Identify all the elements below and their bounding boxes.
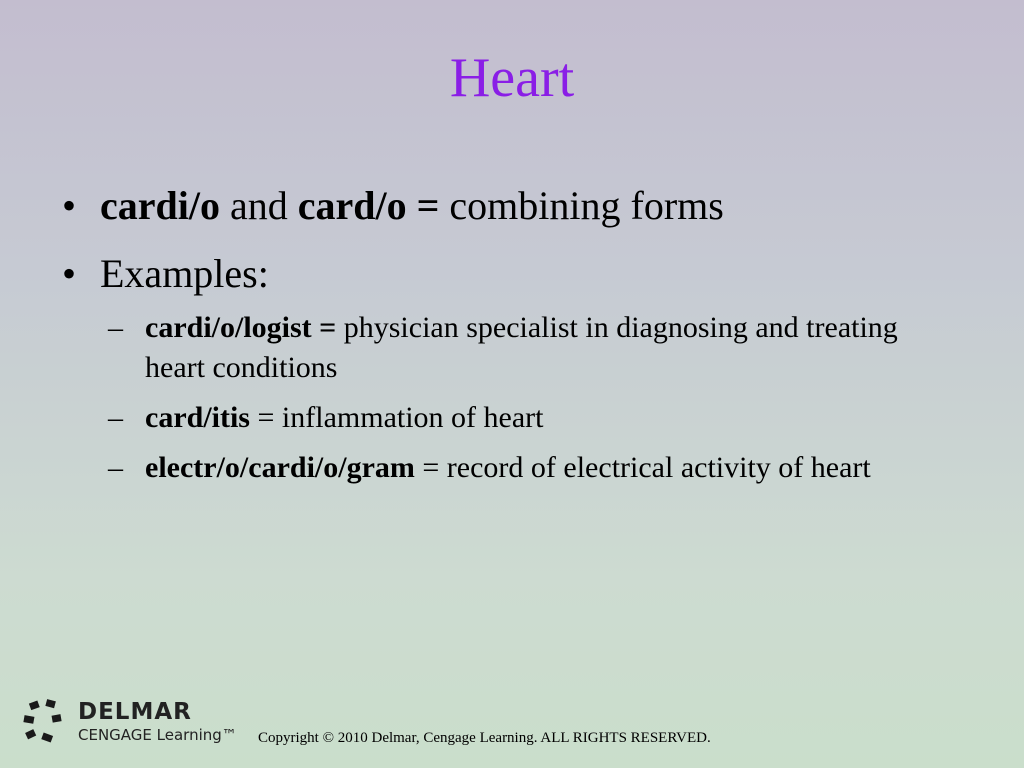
- bullet-combining-forms: [62, 182, 942, 230]
- example-definition: = inflammation of heart: [250, 401, 544, 434]
- example-electrocardiogram: [100, 448, 905, 488]
- sub-mark: –: [108, 451, 123, 484]
- term-cardio: cardi/o: [100, 183, 220, 228]
- logo-line1: DELMAR: [78, 699, 192, 725]
- example-term: cardi/o/logist =: [145, 311, 337, 344]
- logo-line2-text: CENGAGE Learning: [78, 726, 222, 744]
- logo-line2: [78, 726, 237, 744]
- example-definition: = record of electrical activity of heart: [414, 451, 871, 484]
- bullet-examples: [62, 250, 942, 488]
- example-carditis: [100, 398, 905, 438]
- example-term: electr/o/cardi/o/gram: [145, 451, 415, 484]
- delmar-cengage-logo: [22, 698, 252, 748]
- logo-tm: ™: [221, 726, 237, 744]
- bullet-mark: •: [62, 251, 77, 296]
- example-cardiologist: [100, 308, 905, 388]
- bullet-mark: •: [62, 183, 77, 228]
- term-cardo: card/o =: [297, 183, 440, 228]
- bullet-list: [62, 182, 942, 508]
- sub-mark: –: [108, 401, 123, 434]
- slide-title: Heart: [449, 47, 575, 109]
- example-definition: physician specialist in diagnosing and treating heart conditions: [145, 311, 906, 384]
- logo-mark-icon: [22, 698, 70, 746]
- example-term: card/itis: [145, 401, 250, 434]
- sub-mark: –: [108, 311, 123, 344]
- text-combining-forms: combining forms: [439, 183, 724, 228]
- examples-list: [100, 308, 942, 488]
- examples-label: Examples:: [100, 251, 269, 296]
- text-and: and: [219, 183, 298, 228]
- copyright-notice: Copyright © 2010 Delmar, Cengage Learning. ALL RIGHTS RESERVED.: [258, 730, 711, 746]
